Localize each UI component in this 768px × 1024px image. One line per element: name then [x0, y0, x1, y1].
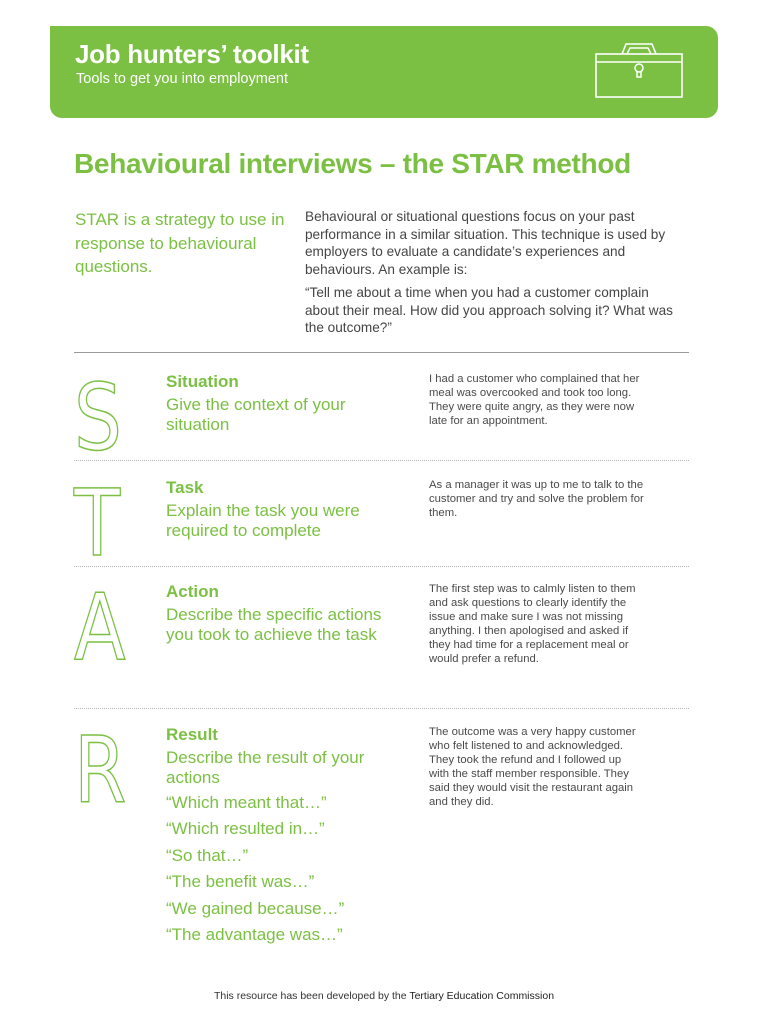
big-letter-s: S	[74, 364, 122, 471]
step-name: Result	[166, 725, 218, 744]
intro-example-question: “Tell me about a time when you had a customer complain about their meal. How did you approach solving it? What was the outcome?”	[305, 285, 673, 335]
step-example: As a manager it was up to me to talk to the customer and try and solve the problem for them.	[429, 479, 644, 519]
step-name: Task	[166, 478, 204, 497]
step-description: Give the context of your situation	[166, 395, 346, 434]
star-row-action	[74, 574, 689, 702]
step-description: Describe the result of your actions	[166, 748, 365, 787]
header-banner	[50, 26, 718, 118]
banner-title: Job hunters’ toolkit	[75, 39, 309, 69]
row-divider	[74, 460, 689, 461]
row-divider	[74, 708, 689, 709]
star-row-situation	[74, 364, 689, 471]
result-phrase-list	[166, 790, 344, 948]
step-name: Action	[166, 582, 219, 601]
step-name: Situation	[166, 372, 239, 391]
lead-statement: STAR is a strategy to use in response to behavioural questions.	[75, 210, 285, 276]
step-description: Explain the task you were required to complete	[166, 501, 360, 540]
big-letter-a: A	[74, 574, 126, 681]
result-phrase: “The benefit was…”	[166, 872, 315, 892]
result-phrase: “So that…”	[166, 845, 249, 865]
result-phrase: “Which resulted in…”	[166, 819, 325, 839]
result-phrase: “Which meant that…”	[166, 793, 327, 812]
intro-text	[305, 208, 685, 343]
result-phrase: “We gained because…”	[166, 898, 345, 918]
footer	[0, 990, 768, 1002]
footer-organisation: Tertiary Education Commission	[409, 990, 555, 1002]
step-example: I had a customer who complained that her meal was overcooked and took too long. They were quite angry, as they were now late for an appointment.	[429, 373, 640, 427]
intro-paragraph: Behavioural or situational questions focus on your past performance in a similar situation. This technique is used by employers to evaluate a candidate’s experiences and behaviours. An example is:	[305, 209, 666, 277]
page-title: Behavioural interviews – the STAR method	[74, 148, 631, 179]
footer-text: This resource has been developed by the	[213, 990, 407, 1002]
section-divider	[74, 352, 689, 353]
star-row-task	[74, 470, 689, 577]
toolbox-icon	[594, 41, 684, 99]
result-phrase: “The advantage was…”	[166, 925, 343, 945]
big-letter-r: R	[74, 717, 127, 824]
banner-subtitle: Tools to get you into employment	[76, 71, 288, 87]
step-example: The first step was to calmly listen to them and ask questions to clearly identify the issue and make sure I was not missing anything. I then apologised and asked if they had time for a replacement meal or would prefer a refund.	[429, 583, 636, 665]
step-description: Describe the specific actions you took to achieve the task	[166, 605, 382, 644]
big-letter-t: T	[74, 470, 121, 577]
star-row-result	[74, 717, 689, 955]
step-example: The outcome was a very happy customer who felt listened to and acknowledged. They took the refund and I followed up with the staff member responsible. They said they would visit the restaurant again and they did.	[429, 726, 636, 808]
row-divider	[74, 566, 689, 567]
